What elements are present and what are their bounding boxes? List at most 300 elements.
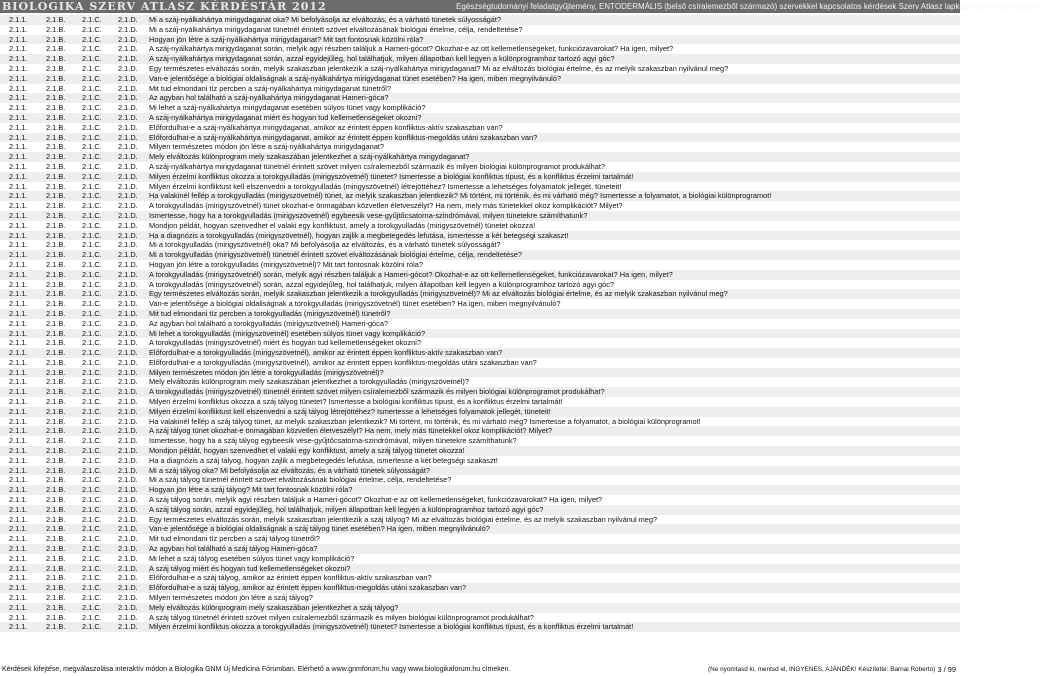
list-item [0, 280, 960, 290]
code-4: 2.1.D. [118, 446, 138, 456]
code-4: 2.1.D. [118, 73, 138, 83]
question-list [0, 15, 960, 632]
code-2: 2.1.B. [46, 259, 66, 269]
code-1: 2.1.1. [9, 279, 28, 289]
list-item [0, 64, 960, 74]
list-item [0, 35, 960, 45]
code-1: 2.1.1. [9, 250, 28, 260]
list-item [0, 485, 960, 495]
code-3: 2.1.C. [82, 622, 102, 632]
code-4: 2.1.D. [118, 524, 138, 534]
code-4: 2.1.D. [118, 201, 138, 211]
code-1: 2.1.1. [9, 240, 28, 250]
code-3: 2.1.C. [82, 34, 102, 44]
list-item [0, 368, 960, 378]
footer-note: (Ne nyomtasd ki, mentsd el, INGYENES, AJÁNDÉK! Készítette: Barnai Roberto) [708, 666, 936, 673]
code-2: 2.1.B. [46, 544, 66, 554]
question-text: Milyen érzelmi konfliktus okozza a torokgyulladás (mirigyszövetnél) tünetet? Ismertesse a biológiai konfliktus típust, és a konfliktus érzelmi tartalmát! [149, 171, 634, 181]
code-3: 2.1.C. [82, 544, 102, 554]
code-1: 2.1.1. [9, 210, 28, 220]
code-4: 2.1.D. [118, 553, 138, 563]
question-text: Egy természetes elváltozás során, melyik szakaszban jelentkezik a száj-nyálkahártya mirigydaganat? Mi az elváltozás biológiai értelme, és az melyik szakaszban nyilvánul meg? [149, 63, 729, 73]
question-text: A torokgyulladás (mirigyszövetnél) tünet okozhat-e önmagában közvetlen életveszélyt? Ha nem, mely más tünetekkel okoz komplikációt? Milyet? [149, 201, 623, 211]
code-3: 2.1.C. [82, 563, 102, 573]
list-item [0, 573, 960, 583]
code-3: 2.1.C. [82, 455, 102, 465]
code-4: 2.1.D. [118, 191, 138, 201]
code-4: 2.1.D. [118, 24, 138, 34]
question-text: Ha a diagnózis a száj tályog, hogyan zajlik a megbetegedés lefutása, ismertesse a két betegségi szakaszt! [149, 455, 498, 465]
code-2: 2.1.B. [46, 152, 66, 162]
question-text: Van-e jelentősége a biológiai oldaliságnak a száj tályog tünet esetében? Ha igen, miben megnyilvánuló? [149, 524, 490, 534]
code-2: 2.1.B. [46, 44, 66, 54]
code-2: 2.1.B. [46, 142, 66, 152]
code-3: 2.1.C. [82, 602, 102, 612]
list-item [0, 54, 960, 64]
code-1: 2.1.1. [9, 112, 28, 122]
code-1: 2.1.1. [9, 63, 28, 73]
code-1: 2.1.1. [9, 191, 28, 201]
page-number: 3 / 99 [937, 665, 956, 674]
code-4: 2.1.D. [118, 289, 138, 299]
code-1: 2.1.1. [9, 132, 28, 142]
list-item [0, 113, 960, 123]
code-3: 2.1.C. [82, 495, 102, 505]
code-4: 2.1.D. [118, 63, 138, 73]
list-item [0, 564, 960, 574]
list-item [0, 505, 960, 515]
code-4: 2.1.D. [118, 34, 138, 44]
code-4: 2.1.D. [118, 93, 138, 103]
list-item [0, 260, 960, 270]
footer-text: Kérdések kifejtése, megválaszolása interaktív módon a Biologika GNM Új Medicina Fórumban. Elérhető a www.gnmforum.hu vagy www.biologikaforum.hu címeken. [2, 666, 511, 673]
code-4: 2.1.D. [118, 348, 138, 358]
code-2: 2.1.B. [46, 269, 66, 279]
code-1: 2.1.1. [9, 495, 28, 505]
code-1: 2.1.1. [9, 44, 28, 54]
code-4: 2.1.D. [118, 308, 138, 318]
code-1: 2.1.1. [9, 465, 28, 475]
code-1: 2.1.1. [9, 73, 28, 83]
question-text: Milyen természetes módon jön létre a torokgyulladás (mirigyszövetnél)? [149, 367, 384, 377]
code-4: 2.1.D. [118, 485, 138, 495]
code-2: 2.1.B. [46, 220, 66, 230]
list-item [0, 191, 960, 201]
code-1: 2.1.1. [9, 573, 28, 583]
list-item [0, 15, 960, 25]
question-text: Milyen érzelmi konfliktus okozza a száj tályog tünetet? Ismertesse a biológiai konfliktus típust, és a konfliktus érzelmi tartalmát! [149, 397, 563, 407]
code-3: 2.1.C. [82, 191, 102, 201]
code-4: 2.1.D. [118, 171, 138, 181]
question-text: Előfordulhat-e a száj-nyálkahártya mirigydaganat, amikor az érintett éppen konfliktus-megoldás utáni szakaszban van? [149, 132, 538, 142]
code-2: 2.1.B. [46, 524, 66, 534]
list-item [0, 495, 960, 505]
code-1: 2.1.1. [9, 54, 28, 64]
code-2: 2.1.B. [46, 181, 66, 191]
list-item [0, 299, 960, 309]
code-4: 2.1.D. [118, 230, 138, 240]
code-1: 2.1.1. [9, 534, 28, 544]
code-2: 2.1.B. [46, 612, 66, 622]
code-3: 2.1.C. [82, 357, 102, 367]
code-1: 2.1.1. [9, 220, 28, 230]
code-4: 2.1.D. [118, 152, 138, 162]
question-text: Mit tud elmondani tíz percben a torokgyulladás (mirigyszövetnél) tünetről? [149, 308, 391, 318]
question-text: A torokgyulladás (mirigyszövetnél) miért és hogyan tud kellemetlenségeket okozni? [149, 338, 421, 348]
list-item [0, 289, 960, 299]
code-1: 2.1.1. [9, 436, 28, 446]
code-2: 2.1.B. [46, 112, 66, 122]
code-1: 2.1.1. [9, 593, 28, 603]
list-item [0, 426, 960, 436]
code-1: 2.1.1. [9, 230, 28, 240]
code-1: 2.1.1. [9, 622, 28, 632]
code-3: 2.1.C. [82, 152, 102, 162]
code-4: 2.1.D. [118, 593, 138, 603]
list-item [0, 622, 960, 632]
code-3: 2.1.C. [82, 122, 102, 132]
code-4: 2.1.D. [118, 103, 138, 113]
question-text: Mely elváltozás különprogram mely szakaszában jelentkezhet a száj-nyálkahártya mirigydaganat? [149, 152, 470, 162]
code-4: 2.1.D. [118, 318, 138, 328]
code-3: 2.1.C. [82, 210, 102, 220]
code-3: 2.1.C. [82, 553, 102, 563]
code-1: 2.1.1. [9, 308, 28, 318]
list-item [0, 603, 960, 613]
question-text: Mondjon példát, hogyan szenvedhet el valaki egy konfliktust, amely a száj tályog tünetet okozza! [149, 446, 465, 456]
code-2: 2.1.B. [46, 583, 66, 593]
code-1: 2.1.1. [9, 475, 28, 485]
code-2: 2.1.B. [46, 387, 66, 397]
code-2: 2.1.B. [46, 416, 66, 426]
list-item [0, 309, 960, 319]
code-1: 2.1.1. [9, 416, 28, 426]
question-text: Az agyban hol található a száj-nyálkahártya mirigydaganat Hameri-góca? [149, 93, 389, 103]
code-2: 2.1.B. [46, 24, 66, 34]
code-3: 2.1.C. [82, 83, 102, 93]
question-text: Mi lehet a száj-nyálkahártya mirigydaganat esetében súlyos tünet vagy komplikáció? [149, 103, 426, 113]
code-2: 2.1.B. [46, 514, 66, 524]
code-4: 2.1.D. [118, 338, 138, 348]
code-3: 2.1.C. [82, 406, 102, 416]
code-3: 2.1.C. [82, 279, 102, 289]
code-3: 2.1.C. [82, 504, 102, 514]
question-text: Előfordulhat-e a torokgyulladás (mirigyszövetnél), amikor az érintett éppen konfliktus-aktív szakaszban van? [149, 348, 503, 358]
list-item [0, 152, 960, 162]
code-4: 2.1.D. [118, 54, 138, 64]
question-text: Milyen természetes módon jön létre a száj tályog? [149, 593, 313, 603]
question-text: Ha valakinél fellép a száj tályog tünet, az melyik szakaszban jelentkezik? Mi történt, mi történik, és mi várható még? Ismertesse a folyamatot, a biológiai különprogramot! [149, 416, 701, 426]
list-item [0, 387, 960, 397]
code-1: 2.1.1. [9, 103, 28, 113]
code-4: 2.1.D. [118, 328, 138, 338]
code-2: 2.1.B. [46, 240, 66, 250]
question-text: Ha a diagnózis a torokgyulladás (mirigyszövetnél), hogyan zajlik a megbetegedés lefutása, ismertesse a két betegségi szakaszt! [149, 230, 569, 240]
list-item [0, 201, 960, 211]
code-1: 2.1.1. [9, 259, 28, 269]
list-item [0, 593, 960, 603]
code-1: 2.1.1. [9, 553, 28, 563]
question-text: A torokgyulladás (mirigyszövetnél) tünetnél érintett szövet milyen csíralemezből származik és milyen biológiai különprogramot produkálhat? [149, 387, 605, 397]
code-2: 2.1.B. [46, 534, 66, 544]
code-2: 2.1.B. [46, 406, 66, 416]
code-2: 2.1.B. [46, 593, 66, 603]
question-text: Mely elváltozás különprogram mely szakaszában jelentkezhet a száj tályog? [149, 602, 399, 612]
code-2: 2.1.B. [46, 328, 66, 338]
code-3: 2.1.C. [82, 220, 102, 230]
code-4: 2.1.D. [118, 602, 138, 612]
code-3: 2.1.C. [82, 54, 102, 64]
code-4: 2.1.D. [118, 250, 138, 260]
code-4: 2.1.D. [118, 534, 138, 544]
question-text: Mi a torokgyulladás (mirigyszövetnél) tünetnél érintett szövet elváltozásának biológiai értelme, célja, rendeltetése? [149, 250, 523, 260]
code-2: 2.1.B. [46, 230, 66, 240]
page-header [0, 0, 1041, 13]
list-item [0, 231, 960, 241]
code-3: 2.1.C. [82, 299, 102, 309]
code-2: 2.1.B. [46, 103, 66, 113]
code-1: 2.1.1. [9, 367, 28, 377]
question-text: Előfordulhat-e a száj tályog, amikor az érintett éppen konfliktus-aktív szakaszban van? [149, 573, 432, 583]
code-3: 2.1.C. [82, 289, 102, 299]
question-text: Hogyan jön létre a száj-nyálkahártya mirigydaganat? Mit tart fontosnak közölni róla? [149, 34, 424, 44]
question-text: A száj tályog során, melyik agyi részben találjuk a Hameri-gócot? Okozhat-e az ott kellemetlenségeket, funkciózavarokat? Ha igen, milyet? [149, 495, 603, 505]
question-text: Mely elváltozás különprogram mely szakaszában jelentkezhet a torokgyulladás (mirigyszövetnél)? [149, 377, 469, 387]
question-text: Előfordulhat-e a száj-nyálkahártya mirigydaganat, amikor az érintett éppen konfliktus-aktív szakaszban van? [149, 122, 503, 132]
code-1: 2.1.1. [9, 583, 28, 593]
code-3: 2.1.C. [82, 103, 102, 113]
code-3: 2.1.C. [82, 250, 102, 260]
code-4: 2.1.D. [118, 504, 138, 514]
list-item [0, 270, 960, 280]
list-item [0, 358, 960, 368]
list-item [0, 74, 960, 84]
code-4: 2.1.D. [118, 83, 138, 93]
code-1: 2.1.1. [9, 406, 28, 416]
code-3: 2.1.C. [82, 73, 102, 83]
code-2: 2.1.B. [46, 279, 66, 289]
question-text: Ismertesse, hogy ha a száj tályog egybeesik vese-gyűjtőcsatorna-szindrómával, milyen tünetekre számíthatunk? [149, 436, 517, 446]
list-item [0, 25, 960, 35]
list-item [0, 103, 960, 113]
question-text: A száj-nyálkahártya mirigydaganat során, melyik agyi részben találjuk a Hameri-gócot? Okozhat-e az ott kellemetlenségeket, funkciózavarokat? Ha igen, milyet? [149, 44, 674, 54]
code-4: 2.1.D. [118, 161, 138, 171]
code-3: 2.1.C. [82, 465, 102, 475]
code-2: 2.1.B. [46, 93, 66, 103]
code-3: 2.1.C. [82, 377, 102, 387]
question-text: Van-e jelentősége a biológiai oldaliságnak a száj-nyálkahártya mirigydaganat tünet esetében? Ha igen, miben megnyilvánuló? [149, 73, 561, 83]
question-text: A száj tályog miért és hogyan tud kellemetlenségeket okozni? [149, 563, 351, 573]
question-text: Milyen természetes módon jön létre a száj-nyálkahártya mirigydaganat? [149, 142, 384, 152]
code-1: 2.1.1. [9, 377, 28, 387]
code-1: 2.1.1. [9, 485, 28, 495]
code-3: 2.1.C. [82, 318, 102, 328]
question-text: Mit tud elmondani tíz percben a száj-nyálkahártya mirigydaganat tünetről? [149, 83, 391, 93]
code-1: 2.1.1. [9, 142, 28, 152]
question-text: Egy természetes elváltozás során, melyik szakaszban jelentkezik a száj tályog? Mi az elváltozás biológiai értelme, és az melyik szakaszban nyilvánul meg? [149, 514, 658, 524]
list-item [0, 515, 960, 525]
list-item [0, 348, 960, 358]
code-2: 2.1.B. [46, 348, 66, 358]
list-item [0, 475, 960, 485]
code-1: 2.1.1. [9, 181, 28, 191]
code-3: 2.1.C. [82, 44, 102, 54]
code-2: 2.1.B. [46, 191, 66, 201]
question-text: Mi lehet a torokgyulladás (mirigyszövetnél) esetében súlyos tünet vagy komplikáció? [149, 328, 426, 338]
code-2: 2.1.B. [46, 308, 66, 318]
list-item [0, 44, 960, 54]
code-1: 2.1.1. [9, 201, 28, 211]
code-3: 2.1.C. [82, 593, 102, 603]
question-text: Ismertesse, hogy ha a torokgyulladás (mirigyszövetnél) egybeesik vese-gyűjtőcsatorna-szindrómával, milyen tünetekre számíthatunk? [149, 210, 588, 220]
question-text: A száj tályog tünetnél érintett szövet milyen csíralemezből származik és milyen biológiai különprogramot produkálhat? [149, 612, 534, 622]
code-3: 2.1.C. [82, 24, 102, 34]
list-item [0, 84, 960, 94]
code-3: 2.1.C. [82, 112, 102, 122]
code-3: 2.1.C. [82, 240, 102, 250]
code-1: 2.1.1. [9, 514, 28, 524]
code-2: 2.1.B. [46, 504, 66, 514]
list-item [0, 240, 960, 250]
code-3: 2.1.C. [82, 269, 102, 279]
list-item [0, 123, 960, 133]
question-text: Mi a száj-nyálkahártya mirigydaganat oka? Mi befolyásolja az elváltozás, és a várható tünetek súlyosságát? [149, 15, 502, 24]
question-text: Mondjon példát, hogyan szenvedhet el valaki egy konfliktust, amely a torokgyulladás (mirigyszövetnél) tünetet okozza! [149, 220, 536, 230]
question-text: Hogyan jön létre a torokgyulladás (mirigyszövetnél)? Mit tart fontosnak közölni róla? [149, 259, 423, 269]
code-2: 2.1.B. [46, 338, 66, 348]
question-text: A száj tályog során, azzal egyidejűleg, hol találhatjuk, milyen állapotban kell legyen a különprogramhoz tartozó agyi góc? [149, 504, 544, 514]
code-2: 2.1.B. [46, 63, 66, 73]
code-3: 2.1.C. [82, 181, 102, 191]
question-text: Mi a száj tályog tünetnél érintett szövet elváltozásának biológiai értelme, célja, rendeltetése? [149, 475, 452, 485]
list-item [0, 534, 960, 544]
code-2: 2.1.B. [46, 475, 66, 485]
code-2: 2.1.B. [46, 465, 66, 475]
code-1: 2.1.1. [9, 152, 28, 162]
question-text: Mi a száj tályog oka? Mi befolyásolja az elváltozás, és a várható tünetek súlyosságát? [149, 465, 430, 475]
code-3: 2.1.C. [82, 161, 102, 171]
code-2: 2.1.B. [46, 73, 66, 83]
code-4: 2.1.D. [118, 406, 138, 416]
code-2: 2.1.B. [46, 15, 66, 24]
code-3: 2.1.C. [82, 426, 102, 436]
code-1: 2.1.1. [9, 455, 28, 465]
code-2: 2.1.B. [46, 122, 66, 132]
code-1: 2.1.1. [9, 524, 28, 534]
code-2: 2.1.B. [46, 83, 66, 93]
code-3: 2.1.C. [82, 436, 102, 446]
code-2: 2.1.B. [46, 602, 66, 612]
list-item [0, 172, 960, 182]
code-3: 2.1.C. [82, 534, 102, 544]
code-4: 2.1.D. [118, 142, 138, 152]
question-text: A száj tályog tünet okozhat-e önmagában közvetlen életveszélyt? Ha nem, mely más tünetekkel okoz komplikációt? Milyet? [149, 426, 552, 436]
question-text: Előfordulhat-e a száj tályog, amikor az érintett éppen konfliktus-megoldás utáni szakaszban van? [149, 583, 467, 593]
question-text: Mi a torokgyulladás (mirigyszövetnél) oka? Mi befolyásolja az elváltozás, és a várható tünetek súlyosságát? [149, 240, 501, 250]
code-1: 2.1.1. [9, 34, 28, 44]
code-3: 2.1.C. [82, 230, 102, 240]
code-1: 2.1.1. [9, 161, 28, 171]
document-subtitle: Egészségtudományi feladatgyűjtemény, ENTODERMÁLIS (belső csíralemezből származó) szervekkel kapcsolatos kérdések Szerv Atlasz lapkód szerinti sorrendben. [456, 2, 1041, 11]
list-item [0, 446, 960, 456]
code-3: 2.1.C. [82, 446, 102, 456]
code-4: 2.1.D. [118, 269, 138, 279]
question-text: Van-e jelentősége a biológiai oldaliságnak a torokgyulladás (mirigyszövetnél) tünet esetében? Ha igen, miben megnyilvánuló? [149, 299, 561, 309]
question-text: A száj-nyálkahártya mirigydaganat során, azzal egyidejűleg, hol találhatjuk, milyen állapotban kell legyen a különprogramhoz tartozó agyi góc? [149, 54, 615, 64]
code-4: 2.1.D. [118, 367, 138, 377]
code-4: 2.1.D. [118, 240, 138, 250]
question-text: A torokgyulladás (mirigyszövetnél) során, melyik agyi részben találjuk a Hameri-gócot? Okozhat-e az ott kellemetlenségeket, funkciózavarokat? Ha igen, milyet? [149, 269, 673, 279]
code-2: 2.1.B. [46, 495, 66, 505]
code-2: 2.1.B. [46, 426, 66, 436]
list-item [0, 407, 960, 417]
question-text: Milyen érzelmi konfliktust kell elszenvedni a torokgyulladás (mirigyszövetnél) létrejöttéhez? Ismertesse a lehetséges folyamatok jellegét, tüneteit! [149, 181, 622, 191]
code-2: 2.1.B. [46, 397, 66, 407]
code-4: 2.1.D. [118, 279, 138, 289]
code-1: 2.1.1. [9, 289, 28, 299]
code-1: 2.1.1. [9, 357, 28, 367]
code-2: 2.1.B. [46, 455, 66, 465]
list-item [0, 417, 960, 427]
code-2: 2.1.B. [46, 299, 66, 309]
code-4: 2.1.D. [118, 573, 138, 583]
code-2: 2.1.B. [46, 318, 66, 328]
code-2: 2.1.B. [46, 171, 66, 181]
code-3: 2.1.C. [82, 259, 102, 269]
code-1: 2.1.1. [9, 328, 28, 338]
code-4: 2.1.D. [118, 122, 138, 132]
code-4: 2.1.D. [118, 475, 138, 485]
code-3: 2.1.C. [82, 171, 102, 181]
code-4: 2.1.D. [118, 495, 138, 505]
question-text: Előfordulhat-e a torokgyulladás (mirigyszövetnél), amikor az érintett éppen konfliktus-megoldás utáni szakaszban van? [149, 357, 537, 367]
code-4: 2.1.D. [118, 622, 138, 632]
code-4: 2.1.D. [118, 210, 138, 220]
code-2: 2.1.B. [46, 446, 66, 456]
code-4: 2.1.D. [118, 514, 138, 524]
code-3: 2.1.C. [82, 338, 102, 348]
code-1: 2.1.1. [9, 544, 28, 554]
code-4: 2.1.D. [118, 612, 138, 622]
code-3: 2.1.C. [82, 132, 102, 142]
code-1: 2.1.1. [9, 269, 28, 279]
code-4: 2.1.D. [118, 436, 138, 446]
code-2: 2.1.B. [46, 436, 66, 446]
code-4: 2.1.D. [118, 455, 138, 465]
code-4: 2.1.D. [118, 387, 138, 397]
code-3: 2.1.C. [82, 63, 102, 73]
code-3: 2.1.C. [82, 416, 102, 426]
code-1: 2.1.1. [9, 318, 28, 328]
code-2: 2.1.B. [46, 553, 66, 563]
code-4: 2.1.D. [118, 181, 138, 191]
list-item [0, 133, 960, 143]
code-2: 2.1.B. [46, 573, 66, 583]
question-text: Az agyban hol található a torokgyulladás (mirigyszövetnél) Hameri-góca? [149, 318, 389, 328]
code-1: 2.1.1. [9, 122, 28, 132]
code-4: 2.1.D. [118, 583, 138, 593]
list-item [0, 524, 960, 534]
code-4: 2.1.D. [118, 426, 138, 436]
list-item [0, 436, 960, 446]
question-text: Ha valakinél fellép a torokgyulladás (mirigyszövetnél) tünet, az melyik szakaszban jelentkezik? Mi történt, mi történik, és mi várható még? Ismertesse a folyamatot, a biológiai különprogramot! [149, 191, 772, 201]
code-2: 2.1.B. [46, 377, 66, 387]
code-3: 2.1.C. [82, 387, 102, 397]
code-1: 2.1.1. [9, 602, 28, 612]
list-item [0, 397, 960, 407]
code-2: 2.1.B. [46, 563, 66, 573]
code-4: 2.1.D. [118, 397, 138, 407]
